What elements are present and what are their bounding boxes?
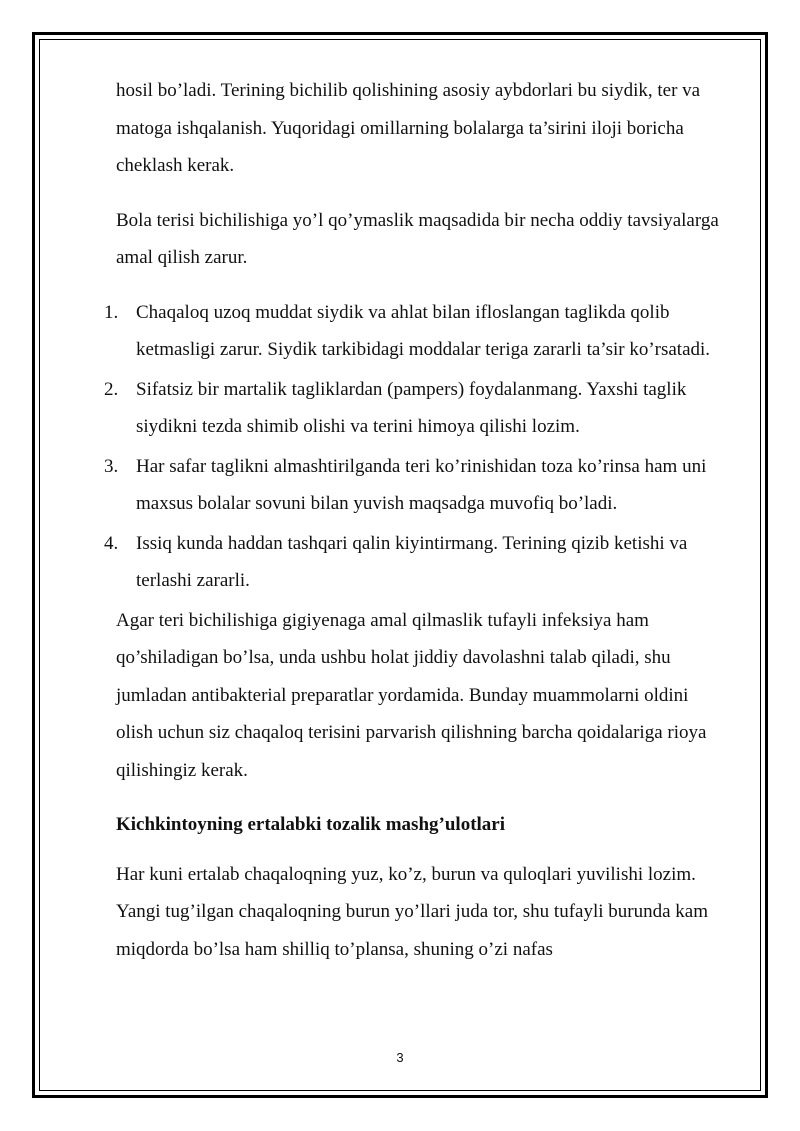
tips-list: [104, 294, 728, 600]
paragraph-continuation: hosil bo’ladi. Terining bichilib qolishining asosiy aybdorlari bu siydik, ter va matoga ishqalanish. Yuqoridagi omillarning bolalarga ta’sirini iloji boricha cheklash kerak.: [116, 80, 701, 176]
list-item-text: Sifatsiz bir martalik tagliklardan (pampers) foydalanmang. Yaxshi taglik siydikni tezda shimib olishi va terini himoya qilishi lozim.: [136, 378, 687, 437]
list-item-text: Chaqaloq uzoq muddat siydik va ahlat bilan ifloslangan taglikda qolib ketmasligi zarur. Siydik tarkibidagi moddalar teriga zararli ta’sir ko’rsatadi.: [136, 301, 711, 360]
list-number: 3.: [104, 455, 119, 477]
page-content: [104, 72, 728, 968]
list-number: 1.: [104, 301, 119, 323]
paragraph-morning-hygiene: Har kuni ertalab chaqaloqning yuz, ko’z, burun va quloqlari yuvilishi lozim. Yangi tug’ilgan chaqaloqning burun yo’llari juda tor, shu tufayli burunda kam miqdorda bo’lsa ham shilliq to’plansa, shuning o’zi nafas: [116, 863, 709, 960]
page-number: 3: [396, 1050, 404, 1065]
list-number: 4.: [104, 532, 119, 554]
list-item: [104, 525, 728, 600]
list-item-text: Har safar taglikni almashtirilganda teri ko’rinishidan toza ko’rinsa ham uni maxsus bolalar sovuni bilan yuvish maqsadga muvofiq bo’ladi.: [136, 455, 707, 514]
list-item: [104, 448, 728, 523]
list-number: 2.: [104, 378, 119, 400]
list-item: [104, 371, 728, 446]
list-item-text: Issiq kunda haddan tashqari qalin kiyintirmang. Terining qizib ketishi va terlashi zararli.: [136, 532, 688, 591]
section-heading: Kichkintoyning ertalabki tozalik mashg’ulotlari: [116, 814, 506, 835]
list-item: [104, 294, 728, 369]
paragraph-intro-tips: Bola terisi bichilishiga yo’l qo’ymaslik maqsadida bir necha oddiy tavsiyalarga amal qilish zarur.: [116, 209, 719, 268]
paragraph-infection: Agar teri bichilishiga gigiyenaga amal qilmaslik tufayli infeksiya ham qo’shiladigan bo’lsa, unda ushbu holat jiddiy davolashni talab qiladi, shu jumladan antibakterial preparatlar yordamida. Bunday muammolarni oldini olish uchun siz chaqaloq terisini parvarish qilishning barcha qoidalariga rioya qilishingiz kerak.: [116, 609, 707, 781]
